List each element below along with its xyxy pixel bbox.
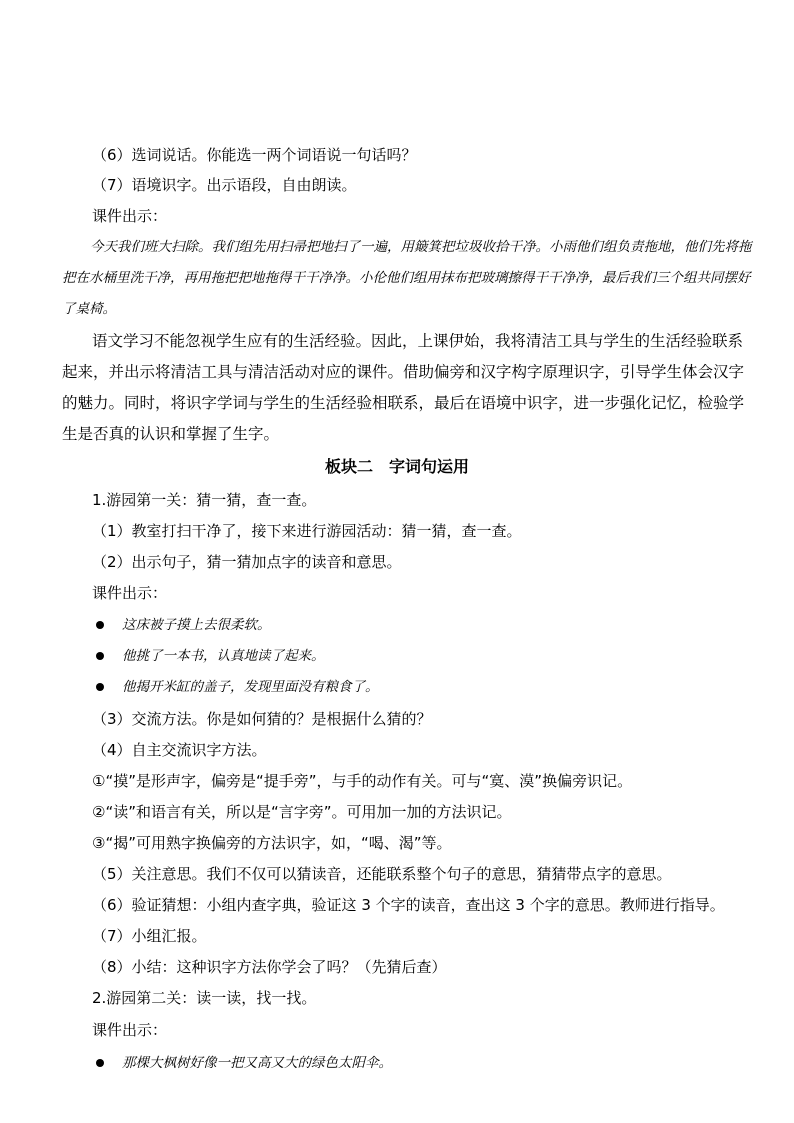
- bullet-text: 这床被子摸上去很柔软。: [122, 617, 271, 633]
- text-line: ②“读”和语言有关，所以是“言字旁”。可用加一加的方法识记。: [92, 803, 512, 821]
- text-line: （8）小结：这种识字方法你学会了吗？（先猜后查）: [92, 958, 447, 976]
- bullet-text: 他挑了一本书，认真地读了起来。: [122, 648, 325, 664]
- bullet-item: [92, 677, 379, 697]
- bullet-text: 那棵大枫树好像一把又高又大的绿色太阳伞。: [122, 1055, 392, 1071]
- bullet-icon: [96, 683, 104, 691]
- text-line: （2）出示句子，猜一猜加点字的读音和意思。: [92, 553, 402, 571]
- text-line: （3）交流方法。你是如何猜的？是根据什么猜的？: [92, 710, 432, 728]
- text-line: （1）教室打扫干净了，接下来进行游园活动：猜一猜，查一查。: [92, 522, 522, 540]
- body-paragraph: 语文学习不能忽视学生应有的生活经验。因此，上课伊始，我将清洁工具与学生的生活经验联系起来，并出示将清洁工具与清洁活动对应的课件。借助偏旁和汉字构字原理识字，引导学生体会汉字的魅力。同时，将识字学词与学生的生活经验相联系，最后在语境中识字，进一步强化记忆，检验学生是否真的认识和掌握了生字。: [62, 332, 745, 443]
- bullet-icon: [96, 1059, 104, 1067]
- bullet-icon: [96, 652, 104, 660]
- text-line: （7）语境识字。出示语段，自由朗读。: [92, 176, 357, 194]
- bullet-icon: [96, 621, 104, 629]
- bullet-item: [92, 615, 271, 635]
- text-line: ③“揭”可用熟字换偏旁的方法识字，如，“喝、渴”等。: [92, 834, 452, 852]
- bullet-text: 他揭开米缸的盖子，发现里面没有粮食了。: [122, 679, 379, 695]
- text-line: 课件出示：: [92, 584, 168, 602]
- bullet-item: [92, 646, 325, 666]
- text-line: （6）选词说话。你能选一两个词语说一句话吗？: [92, 146, 417, 164]
- text-line: 课件出示：: [92, 1021, 168, 1039]
- text-line: ①“摸”是形声字，偏旁是“提手旁”，与手的动作有关。可与“寞、漠”换偏旁识记。: [92, 772, 633, 790]
- text-line: 1.游园第一关：猜一猜，查一查。: [92, 491, 317, 509]
- section-heading: 板块二 字词句运用: [324, 457, 469, 476]
- text-line: 2.游园第二关：读一读，找一找。: [92, 989, 317, 1007]
- text-line: （4）自主交流识字方法。: [92, 741, 267, 759]
- text-line: （7）小组汇报。: [92, 927, 207, 945]
- text-line: （5）关注意思。我们不仅可以猜读音，还能联系整个句子的意思，猜猜带点字的意思。: [92, 865, 672, 883]
- text-line: （6）验证猜想：小组内查字典，验证这 3 个字的读音，查出这 3 个字的意思。教师进行指导。: [92, 896, 725, 914]
- bullet-item: [92, 1053, 392, 1073]
- quote-paragraph: 今天我们班大扫除。我们组先用扫帚把地扫了一遍，用簸箕把垃圾收拾干净。小雨他们组负责拖地，他们先将拖把在水桶里洗干净，再用拖把把地拖得干干净净。小伦他们组用抹布把玻璃擦得干干净净，最后我们三个组共同摆好了桌椅。: [62, 239, 752, 317]
- text-line: 课件出示：: [92, 207, 168, 225]
